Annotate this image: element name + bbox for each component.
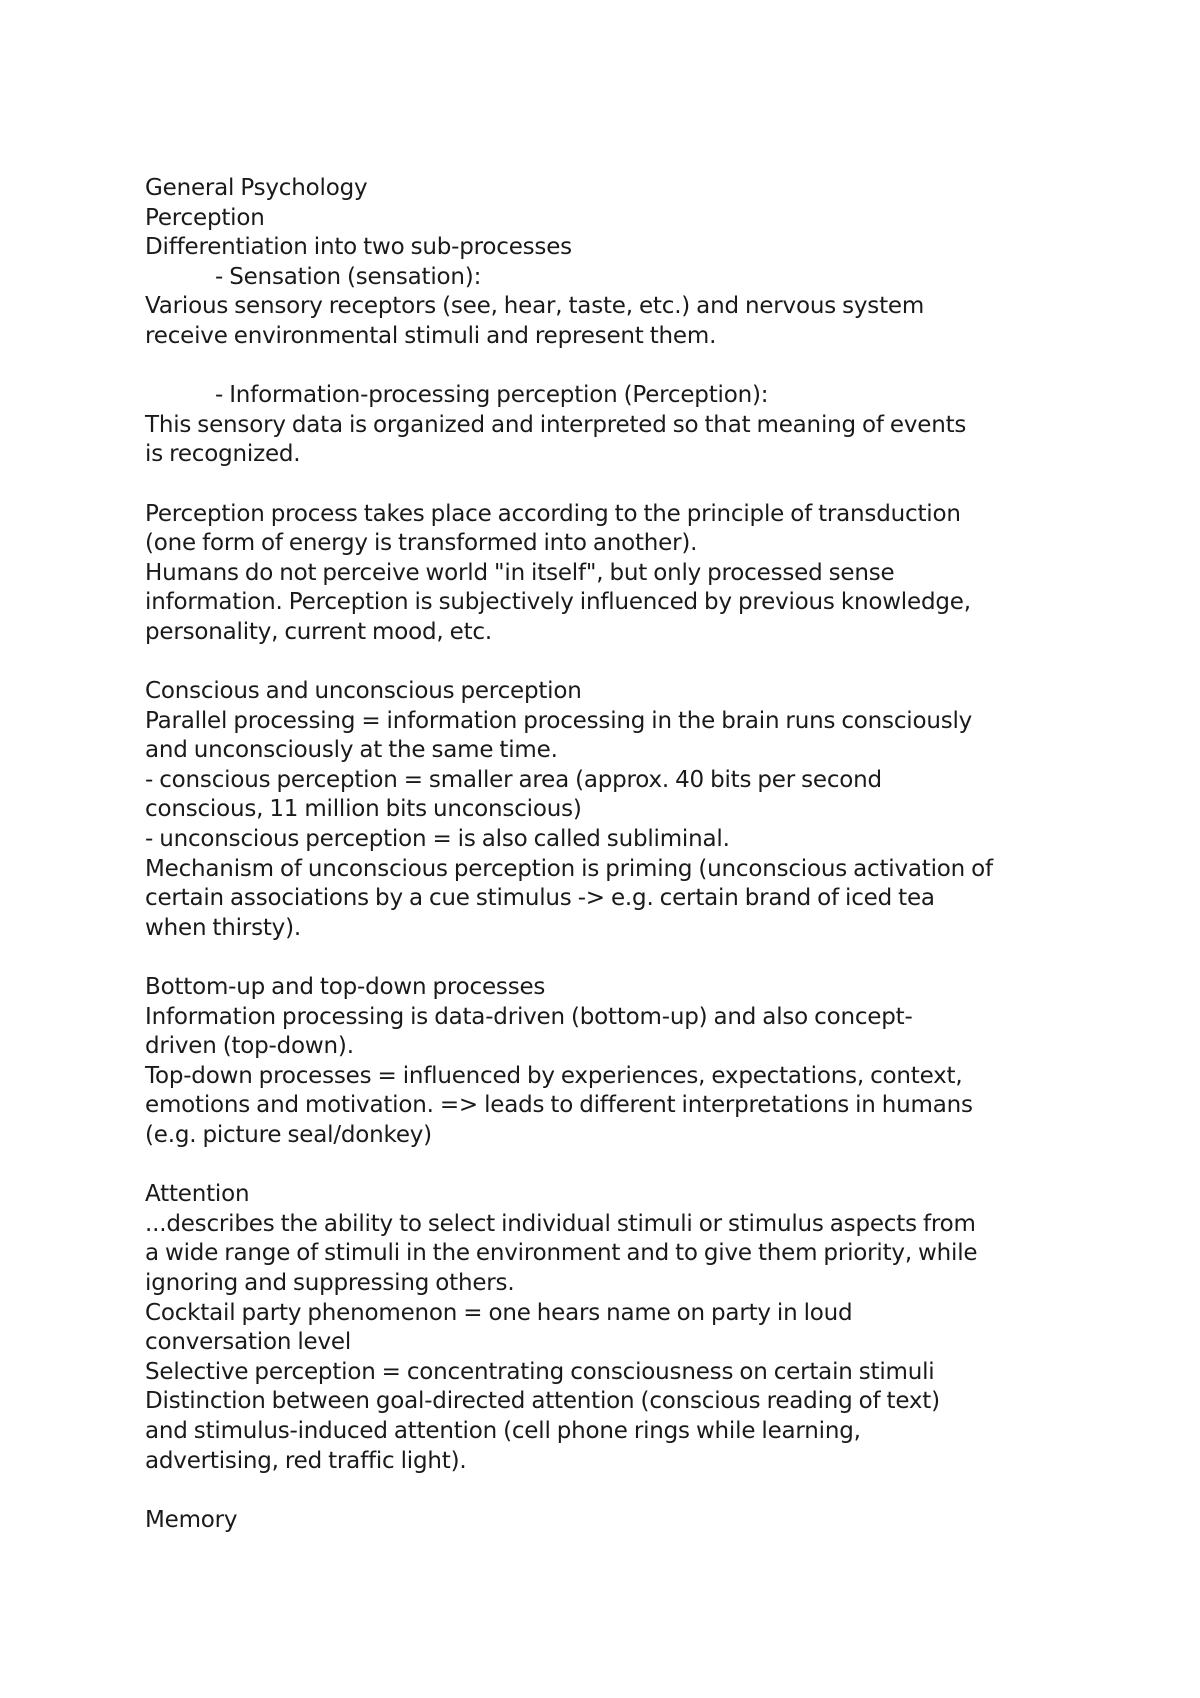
text-line: a wide range of stimuli in the environment and to give them priority, while (145, 1240, 978, 1267)
text-line: advertising, red traffic light). (145, 1447, 467, 1474)
text-line: Differentiation into two sub-processes (145, 234, 572, 261)
text-line: - unconscious perception = is also called subliminal. (145, 826, 730, 853)
text-line: when thirsty). (145, 914, 301, 941)
blank-line (145, 470, 1105, 500)
text-line: Perception process takes place according to the principle of transduction (145, 500, 961, 527)
text-line: conscious, 11 million bits unconscious) (145, 796, 582, 823)
section-heading-attention: Attention (145, 1181, 250, 1208)
blank-line (145, 943, 1105, 973)
blank-line (145, 648, 1105, 678)
text-line: and stimulus-induced attention (cell phone rings while learning, (145, 1417, 861, 1444)
text-line: certain associations by a cue stimulus -> e.g. certain brand of iced tea (145, 885, 935, 912)
text-line: Information processing is data-driven (bottom-up) and also concept- (145, 1003, 913, 1030)
text-line: Cocktail party phenomenon = one hears name on party in loud (145, 1299, 853, 1326)
text-line: driven (top-down). (145, 1033, 354, 1060)
text-line: information. Perception is subjectively influenced by previous knowledge, (145, 589, 971, 616)
doc-title: General Psychology (145, 175, 368, 201)
text-line: conversation level (145, 1329, 352, 1356)
section-heading-conscious-unconscious: Conscious and unconscious perception (145, 678, 582, 705)
section-heading-bottom-up-top-down: Bottom-up and top-down processes (145, 974, 546, 1001)
text-line: ignoring and suppressing others. (145, 1269, 515, 1296)
text-line: Parallel processing = information processing in the brain runs consciously (145, 707, 973, 734)
text-line: receive environmental stimuli and represent them. (145, 322, 717, 349)
blank-line (145, 352, 1105, 382)
text-line: (e.g. picture seal/donkey) (145, 1122, 432, 1148)
text-line: - conscious perception = smaller area (approx. 40 bits per second (145, 766, 882, 793)
section-heading-memory: Memory (145, 1506, 238, 1533)
document-body (145, 174, 1105, 1535)
text-line: Selective perception = concentrating consciousness on certain stimuli (145, 1358, 935, 1385)
subheading-information-processing: - Information-processing perception (Perception): (215, 382, 769, 409)
text-line: Distinction between goal-directed attention (conscious reading of text) (145, 1388, 940, 1415)
text-line: Top-down processes = influenced by experiences, expectations, context, (145, 1062, 963, 1089)
subheading-sensation: - Sensation (sensation): (215, 263, 482, 290)
text-line: Various sensory receptors (see, hear, taste, etc.) and nervous system (145, 293, 925, 320)
text-line: ...describes the ability to select individual stimuli or stimulus aspects from (145, 1210, 976, 1237)
text-line: emotions and motivation. => leads to different interpretations in humans (145, 1092, 973, 1119)
blank-line (145, 1151, 1105, 1181)
text-line: Humans do not perceive world "in itself", but only processed sense (145, 559, 895, 586)
blank-line (145, 1476, 1105, 1506)
text-line: personality, current mood, etc. (145, 618, 492, 645)
section-heading-perception: Perception (145, 204, 265, 231)
text-line: (one form of energy is transformed into another). (145, 530, 698, 557)
text-line: is recognized. (145, 441, 301, 468)
text-line: This sensory data is organized and interpreted so that meaning of events (145, 411, 967, 438)
text-line: and unconsciously at the same time. (145, 737, 558, 764)
text-line: Mechanism of unconscious perception is priming (unconscious activation of (145, 855, 993, 882)
